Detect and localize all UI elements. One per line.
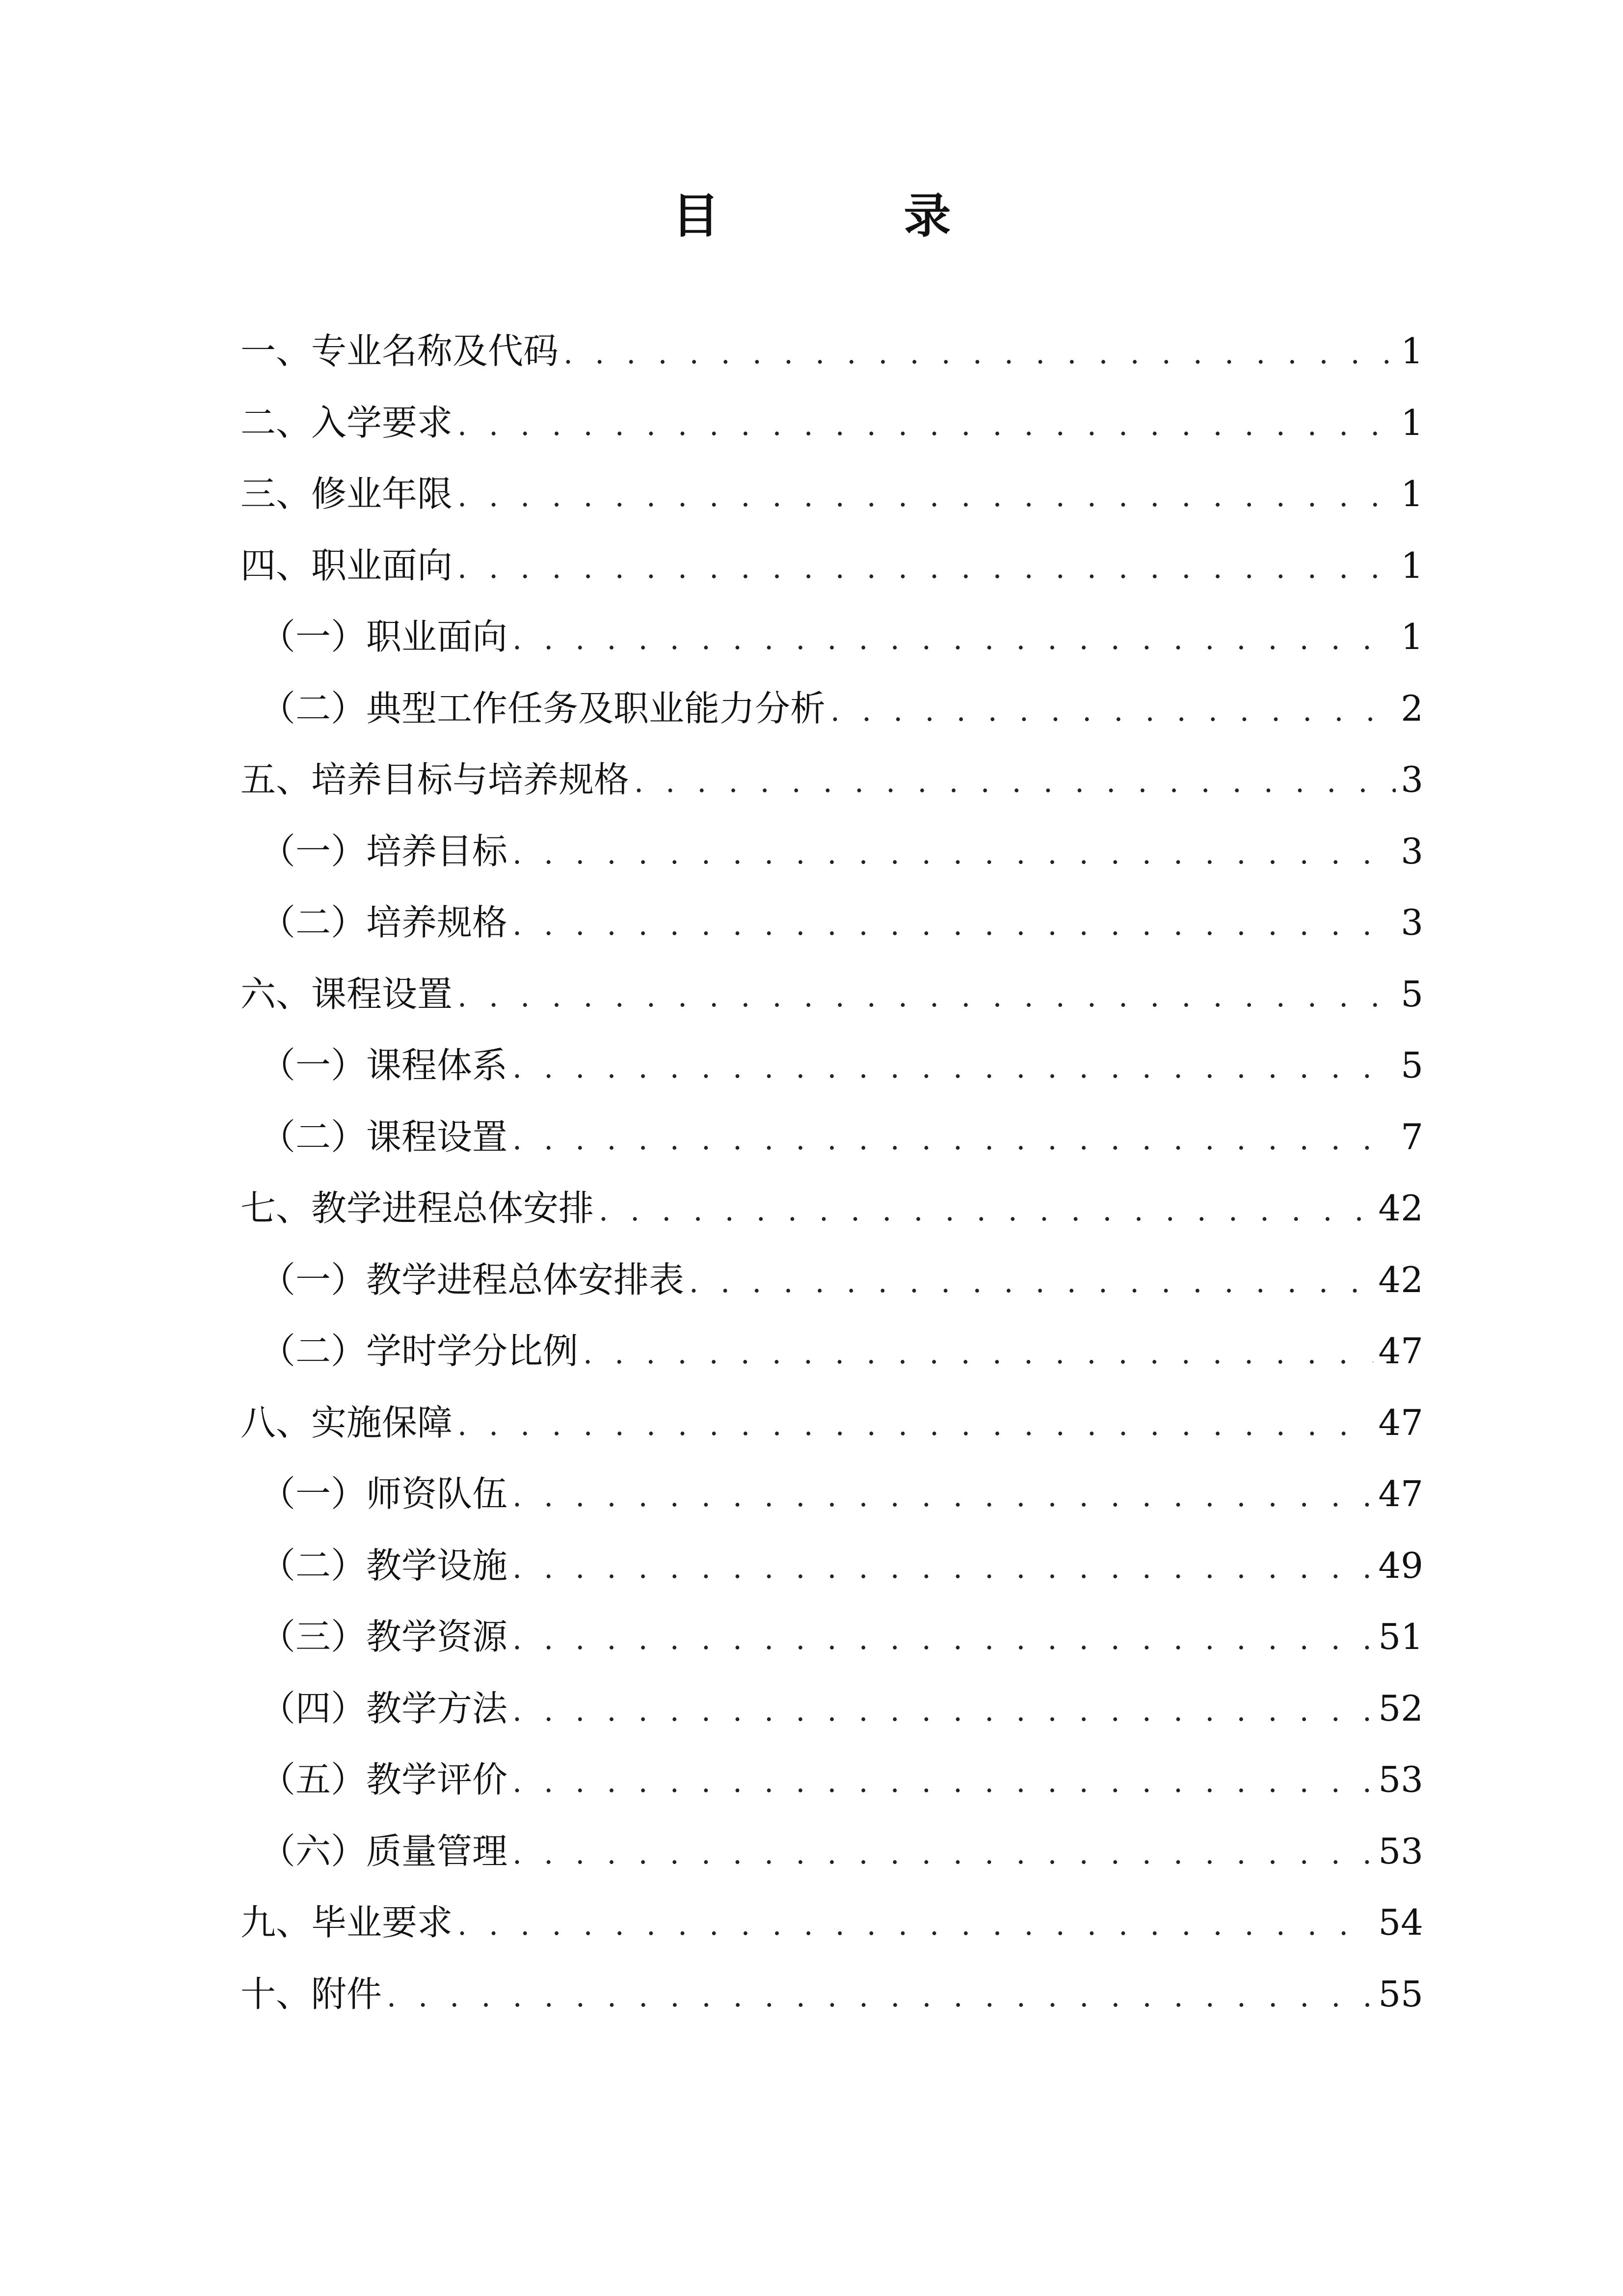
toc-entry-page: 55: [1378, 1973, 1423, 2015]
toc-leader-dots: [583, 1326, 1373, 1380]
toc-entry-label: （一）职业面向: [260, 616, 508, 657]
toc-entry-label: 三、修业年限: [240, 473, 453, 514]
toc-entry-page: 1: [1401, 473, 1423, 514]
toc-entry[interactable]: [240, 1396, 1423, 1467]
toc-entry-label: 八、实施保障: [240, 1402, 453, 1443]
toc-entry-page: 3: [1401, 902, 1423, 943]
toc-subentry[interactable]: [240, 1253, 1423, 1324]
toc-entry[interactable]: [240, 324, 1423, 396]
toc-leader-dots: [512, 1755, 1373, 1809]
toc-entry[interactable]: [240, 1967, 1423, 2039]
toc-entry-page: 49: [1378, 1544, 1423, 1586]
toc-leader-dots: [512, 827, 1396, 881]
toc-entry-page: 47: [1378, 1473, 1423, 1514]
toc-entry-label: 十、附件: [240, 1973, 382, 2015]
toc-subentry[interactable]: [240, 610, 1423, 681]
toc-subentry[interactable]: [240, 1824, 1423, 1896]
toc-leader-dots: [634, 755, 1396, 809]
toc-entry-label: （六）质量管理: [260, 1830, 508, 1872]
toc-subentry[interactable]: [240, 1324, 1423, 1396]
toc-subentry[interactable]: [240, 1610, 1423, 1681]
toc-leader-dots: [457, 398, 1396, 452]
toc-subentry[interactable]: [240, 1038, 1423, 1110]
toc-entry-label: （四）教学方法: [260, 1687, 508, 1729]
toc-leader-dots: [512, 1041, 1396, 1095]
toc-leader-dots: [563, 326, 1396, 380]
toc-entry-label: 六、课程设置: [240, 973, 453, 1015]
toc-entry-label: （二）教学设施: [260, 1544, 508, 1586]
toc-entry-page: 52: [1378, 1687, 1423, 1729]
toc-entry-label: （五）教学评价: [260, 1759, 508, 1800]
toc-leader-dots: [512, 612, 1396, 666]
toc-leader-dots: [512, 1469, 1373, 1523]
toc-subentry[interactable]: [240, 824, 1423, 896]
toc-entry[interactable]: [240, 1181, 1423, 1253]
toc-entry-label: （二）培养规格: [260, 902, 508, 943]
toc-entry-page: 54: [1378, 1902, 1423, 1943]
toc-entry-label: 五、培养目标与培养规格: [240, 759, 630, 800]
toc-entry-label: 一、专业名称及代码: [240, 330, 559, 372]
toc-leader-dots: [387, 1970, 1373, 2024]
toc-leader-dots: [512, 1541, 1373, 1595]
toc-entry-page: 47: [1378, 1402, 1423, 1443]
toc-entry-label: （二）典型工作任务及职业能力分析: [260, 687, 826, 729]
toc-entry-label: 七、教学进程总体安排: [240, 1188, 594, 1229]
toc-leader-dots: [457, 469, 1396, 523]
toc-entry-page: 1: [1401, 616, 1423, 657]
toc-leader-dots: [830, 684, 1396, 738]
toc-entry-page: 53: [1378, 1759, 1423, 1800]
toc-entry[interactable]: [240, 539, 1423, 610]
toc-subentry[interactable]: [240, 1753, 1423, 1824]
page-title: 目 录: [672, 189, 1020, 243]
toc-entry-page: 51: [1378, 1616, 1423, 1657]
toc-subentry[interactable]: [240, 1467, 1423, 1539]
toc-leader-dots: [512, 1612, 1373, 1666]
toc-entry-page: 5: [1401, 973, 1423, 1015]
toc-subentry[interactable]: [240, 681, 1423, 753]
toc-leader-dots: [457, 1398, 1373, 1452]
toc-leader-dots: [457, 970, 1396, 1024]
toc-leader-dots: [457, 541, 1396, 595]
toc-list: [240, 324, 1423, 2038]
toc-entry-label: 二、入学要求: [240, 402, 453, 443]
toc-entry-page: 3: [1401, 759, 1423, 800]
toc-leader-dots: [689, 1255, 1373, 1309]
toc-leader-dots: [512, 898, 1396, 952]
toc-entry-page: 1: [1401, 330, 1423, 372]
toc-subentry[interactable]: [240, 1539, 1423, 1610]
toc-leader-dots: [512, 1112, 1396, 1166]
toc-leader-dots: [512, 1827, 1373, 1881]
toc-entry-label: （一）教学进程总体安排表: [260, 1259, 685, 1300]
toc-entry-label: （二）课程设置: [260, 1116, 508, 1158]
toc-entry-page: 1: [1401, 402, 1423, 443]
toc-entry-page: 7: [1401, 1116, 1423, 1158]
toc-subentry[interactable]: [240, 1110, 1423, 1182]
toc-entry-page: 1: [1401, 544, 1423, 586]
toc-entry-label: （一）师资队伍: [260, 1473, 508, 1514]
toc-entry-page: 2: [1401, 687, 1423, 729]
toc-entry-label: 四、职业面向: [240, 544, 453, 586]
toc-entry-page: 3: [1401, 830, 1423, 872]
toc-entry-page: 5: [1401, 1045, 1423, 1086]
toc-entry[interactable]: [240, 467, 1423, 539]
toc-leader-dots: [512, 1684, 1373, 1738]
toc-entry-label: 九、毕业要求: [240, 1902, 453, 1943]
toc-subentry[interactable]: [240, 1681, 1423, 1753]
toc-entry-label: （三）教学资源: [260, 1616, 508, 1657]
toc-leader-dots: [599, 1184, 1373, 1238]
toc-entry-label: （二）学时学分比例: [260, 1330, 579, 1372]
toc-entry-label: （一）培养目标: [260, 830, 508, 872]
toc-subentry[interactable]: [240, 895, 1423, 967]
toc-leader-dots: [457, 1898, 1373, 1952]
toc-entry-page: 42: [1378, 1188, 1423, 1229]
toc-entry[interactable]: [240, 1895, 1423, 1967]
toc-entry[interactable]: [240, 753, 1423, 824]
toc-entry[interactable]: [240, 396, 1423, 467]
toc-entry-page: 42: [1378, 1259, 1423, 1300]
toc-entry-page: 53: [1378, 1830, 1423, 1872]
toc-entry-page: 47: [1378, 1330, 1423, 1372]
toc-entry[interactable]: [240, 967, 1423, 1039]
toc-entry-label: （一）课程体系: [260, 1045, 508, 1086]
